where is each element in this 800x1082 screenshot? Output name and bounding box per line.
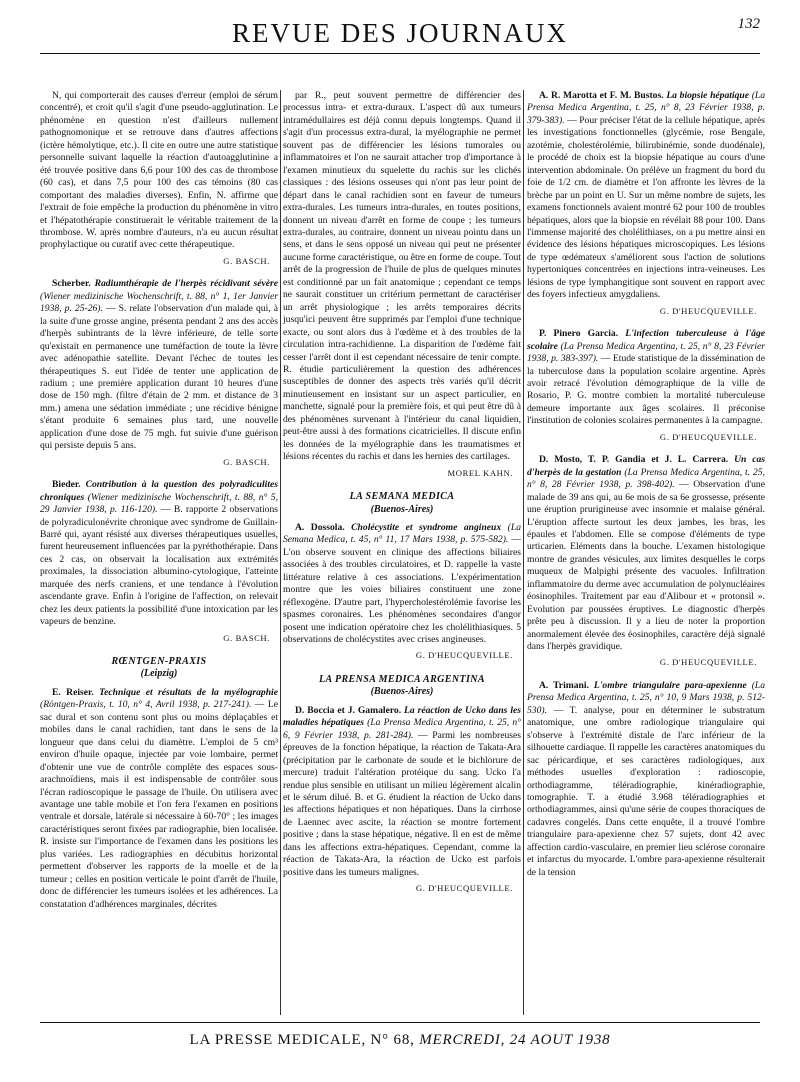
article-title: L'infection tuberculeuse à l'âge scolaire [527,328,765,352]
journal-section-heading [283,674,521,699]
page-footer [40,1032,760,1049]
column-3 [527,90,765,890]
article [40,687,278,911]
journal-place: (Buenos-Aires) [370,503,434,515]
article-body [40,278,278,452]
article-text: — Parmi les nombreuses épreuves de la fonction hépatique, la réaction de Takata-Ara (précipitation par le carbonate de soude et le bichlorure de mercure) traduit l'altération protéique du sang. Ucko l'a rendue plus sensible en utilisant un milieu légèrement alcalin et le sérum dilué. B. et G. étudient la réaction de Ucko dans les affections hépatiques et non hépatiques. Dans la cirrhose de Laennec avec ascite, la réaction se montre fortement positive ; dans la stase hépatique, négative. Il en est de même dans les affections extra-hépatiques. Cependant, comme la réaction de Takata-Ara, la réaction de Ucko est parfois positive dans les tumeurs malignes. [283,729,521,878]
article-author: D. Boccia et J. Gamalero. [295,704,402,716]
article-reference: (Röntgen-Praxis, t. 10, n° 4, Avril 1938, p. 217-241). [40,699,252,711]
article-text: N, qui comporterait des causes d'erreur (emploi de sérum concentré), et croit qu'il s'agit d'une pseudo-agglutination. Le phénomène en question n'est d'ailleurs nullement pathognomonique et se retrouve dans d'autres affections (ictère hémolytique, etc.). Il cite en outre une autre statistique personnelle suivant laquelle la réaction d'autoagglutinine a été trouvée positive dans 6,6 pour 100 des cas de thrombose (60 cas), et dans 7,5 pour 100 des cas témoins (80 cas comportant des maladies diverses). Enfin, N. affirme que l'extrait de foie empêche la production du phénomène in vitro et l'hépatothérapie constituerait le véritable traitement de la thrombose. W. après nombre d'auteurs, n'a eu aucun résultat prophylactique ou curatif avec cette thérapeutique. [40,90,278,251]
footer-date: MERCREDI, 24 AOUT 1938 [419,1032,611,1048]
article-body [283,705,521,879]
article-text: — Etude statistique de la dissémination de la tuberculose dans la population scolaire argentine. Après avoir retracé l'évolution démographique de la ville de Rosario, P. G. montre combien la mortalité tuberculeuse demeure importante aux âges scolaires. Il préconise l'institution de colonies scolaires permanentes à la campagne. [527,353,765,427]
article-text: — Le sac dural et son contenu sont plus ou moins déplaçables et mobiles dans le canal rachidien, tant dans le sens de la longueur que dans celui du diamètre. L'emploi de 5 cm³ environ d'huile opaque, injectée par voie lombaire, permet d'obtenir une vue de contrôle complète des espaces sous-arachnoïdiens, mais il est indispensable de contrôler sous l'écran radioscopique le passage de l'huile. On utilisera avec avantage une table mobile et l'on fera l'examen en positions ventrale et dorsale, latérale si nécessaire à 60-70° ; les images caractéristiques seront fixées par radiographie, bien localisée. R. insiste sur l'importance de l'examen dans les positions les plus variées. Les radiographies en décubitus horizontal permettent d'observer les rapports de la moelle et de la tumeur ; celles en position verticale le point d'arrêt de l'huile, donc de différencier les tumeurs isolées et les adhérences. La constatation d'adhérences marginales, décrites [40,699,278,910]
article-text: — Pour préciser l'état de la cellule hépatique, après les investigations fonctionnelles (glycémie, rose Bengale, azotémie, cholestérolémie, bilirubinémie, sonde duodénale), le procédé de choix est la biopsie hépatique au cours d'une intervention abdominale. On prélève un fragment du bord du foie de 1/2 cm. de diamètre et l'on affronte les lèvres de la brèche par un point en U. Sur un même nombre de sujets, les examens fonctionnels avaient montré 62 pour 100 de troubles hépatiques, alors que la biopsie en révélait 88 pour 100. Dans l'immense majorité des cholélithiases, on a pu mettre ainsi en évidence des lésions hépatiques microscopiques. Les lésions de type œdémateux s'améliorent sous l'action de solutions hypertoniques concentrées en injections intra-veineuses. Les lésions de type lymphangitique sont souvent en rapport avec des foyers infectieux amygdaliens. [527,114,765,301]
article [40,479,278,644]
article-author: D. Mosto, T. P. Gandia et J. L. Carrera. [539,454,729,466]
article-title: La biopsie hépatique [666,90,749,101]
article [283,522,521,662]
footer-journal: LA PRESSE MEDICALE, N° 68, [189,1032,415,1048]
article [40,278,278,468]
article-author: A. Dossola. [295,521,345,533]
article-body [527,454,765,653]
column-2 [283,90,521,906]
article-signature: G. D'HEUCQUEVILLE. [659,305,757,316]
article-signature: G. D'HEUCQUEVILLE. [415,883,513,894]
journal-name: LA PRENSA MEDICA ARGENTINA [319,673,485,685]
column-1 [40,90,278,922]
article-body [527,680,765,879]
journal-section-heading [283,491,521,516]
article-reference: (La Prensa Medica Argentina, t. 25, n° 10, 9 Mars 1938, p. 512-530). [527,679,766,716]
article-reference: (La Prensa Medica Argentina, t. 25, n° 8, 28 Février 1938, p. 398-402). [527,466,765,491]
article-title: Cholécystite et syndrome angineux [351,521,502,533]
article-continuation [283,90,521,479]
article-reference: (Wiener medizinische Wochenschrift, t. 88, n° 5, 29 Janvier 1938, p. 116-120). [40,491,278,516]
article-author: Bieder. [52,479,81,491]
article-text: — L'on observe souvent en clinique des affections biliaires associées à des troubles circulatoires, et D. rappelle la vaste littérature relative à ces associations. L'expérimentation montre que les voies biliaires constituent une zone réflexogène. D'autre part, l'hypercholestérolémie favorise les spasmes coronaires. Les phénomènes secondaires d'angor posent une indication opératoire chez les cholélithiasiques. 5 observations de cholécystites avec crises angineuses. [283,534,521,646]
article-reference: (Wiener medizinische Wochenschrift, t. 88, n° 1, 1er Janvier 1938, p. 25-26). [40,290,278,315]
article-signature: G. BASCH. [223,456,270,467]
article-title: Contribution à la question des polyradiculites chroniques [40,479,278,503]
article-text: par R., peut souvent permettre de différencier des processus intra- et extra-duraux. L'aspect dû aux tumeurs intramédullaires est déjà connu depuis longtemps. Quand il s'agit d'un processus extra-dural, la myélographie ne permet souvent pas de différencier les lésions tumorales ou inflammatoires et l'on ne saurait attacher trop d'importance à l'examen minutieux du squelette du rachis sur les clichés classiques : des lésions osseuses qui n'ont pas leur point de départ dans le canal rachidien sont en faveur de tumeurs extra-durales. Les tumeurs intra-durales, en toutes positions, donnent un niveau d'arrêt en forme de coupe ; les tumeurs extra-durales, au contraire, donnent un niveau pointu dans un sens, et dans le sens opposé un niveau qui peut ne présenter aucune forme caractéristique, ou être en forme de coupe. Tout arrêt de la progression de l'huile de plus de quelques minutes est conditionné par un fait anatomique ; cependant ce temps ne saurait constituer un critérium permettant de caractériser un arrêt physiologique ; les arrêts temporaires décrits jusqu'ici peuvent être supprimés par l'emploi d'une technique exacte, ou sont alors dus à l'œdème et à des troubles de la circulation intra-rachidienne. La disparition de l'œdème fait cesser l'arrêt dont il est cependant nécessaire de tenir compte. R. étudie particulièrement la question des adhérences susceptibles de donner des aspects très variés qu'il décrit minutieusement en insistant sur un aspect particulier, en manchette, signalé pour la première fois, et qui peut être dû à des phénomènes survenant à l'intérieur du canal liquidien, peut-être aussi à des formations cicatricielles. Il discute enfin les données de la myélographie dans les traumatismes et lésions récentes du rachis et dans les hernies des cartilages. [283,90,521,463]
article-text: — B. rapporte 2 observations de polyradiculonévrite chronique avec syndrome de Guillain-Barré qui, ayant résisté aux diverses thérapeutiques usuelles, furent heureusement influencées par la pyréthothérapie. Dans ces 2 cas, on observait la localisation aux extrémités proximales, la dissociation albumino-cytologique, l'atteinte marquée des nerfs craniens, et une tendance à l'évolution ascendante grave. Enfin à l'origine de l'affection, on relevait chez les deux patients la possibilité d'une intoxication par les vapeurs de benzine. [40,504,278,628]
article-signature: G. BASCH. [223,632,270,643]
journal-section-heading [40,656,278,681]
column-divider [523,90,524,1015]
article-signature: G. D'HEUCQUEVILLE. [659,657,757,668]
article [283,705,521,895]
article-reference: (La Prensa Medica Argentina, t. 25, n° 8, 23 Février 1938, p. 379-383). [527,90,766,126]
article-author: E. Reiser. [52,686,94,698]
article [527,454,765,669]
footer-rule [40,1022,760,1023]
article-body [40,687,278,911]
journal-name: LA SEMANA MEDICA [349,491,455,503]
page-header [40,8,760,54]
article-reference: (La Prensa Medica Argentina, t. 25, n° 6, 9 Février 1938, p. 281-284). [283,717,521,741]
article-signature: G. BASCH. [223,255,270,266]
journal-section-title: REVUE DES JOURNAUX [231,18,568,48]
article-title: L'ombre triangulaire para-apexienne [593,679,747,691]
article-text: — S. relate l'observation d'un malade qui, à la suite d'une grosse angine, présenta pendant 2 ans des accès d'herpès subintrants de la lèvre inférieure, de telle sorte qu'existait en permanence une tuméfaction de toute la lèvre avec adénopathie satellite. Devant l'échec de toutes les thérapeutiques S. eut l'idée de tenter une application de radium ; une première application durant 10 heures d'une dose de 150 mgh. (filtre d'étain de 2 mm. et distance de 3 mm.) amena une sédation immédiate ; une récidive bénigne s'étant produite 6 semaines plus tard, une nouvelle application d'une dose de 75 mgh. fut suivie d'une guérison qui persiste depuis 5 ans. [40,303,278,452]
article-author: P. Pinero Garcia. [539,328,619,340]
article-title: Radiumthérapie de l'herpès récidivant sévère [94,278,279,290]
article-body [527,90,765,302]
article-text: — Observation d'une malade de 39 ans qui, au 6e mois de sa 6e grossesse, présente une éruption prurigineuse avec insomnie et malaise général. L'éruption affecte surtout les deux jambes, les bras, les épaules et l'abdomen. Elle se compose d'éléments de type urticarien. Eléments dans la bouche. L'examen histologique montre de grandes vésicules, aux limites desquelles le corps muqueux de Malpighi présente des vacuoles. Infiltration inflammatoire du derme avec accumulation de polynucléaires éosinophiles. Traitement par eau d'Alibour et « protonsil ». Evolution par poussées éruptives. Le diagnostic d'herpès prête peu à discussion. Il y a lieu de noter la proportion anormalement élevée des éosinophiles, caractère déjà signalé dans l'herpès gravidique. [527,479,765,653]
article-author: A. R. Marotta et F. M. Bustos. [539,90,664,101]
article-author: Scherber. [52,278,91,290]
article [527,328,765,443]
journal-place: (Leipzig) [140,668,178,680]
article-signature: G. D'HEUCQUEVILLE. [415,650,513,661]
article-body [40,479,278,628]
article-reference: (La Semana Medica, t. 45, n° 11, 17 Mars 1938, p. 575-582). [283,521,521,546]
journal-place: (Buenos-Aires) [370,686,434,698]
journal-name: RŒNTGEN-PRAXIS [111,656,207,668]
page-number: 132 [737,16,760,32]
article-signature: MOREL KAHN. [447,467,513,478]
article-body [283,522,521,647]
article-author: A. Trimani. [539,679,589,691]
header-rule [40,53,760,54]
article [527,680,765,879]
article-signature: G. D'HEUCQUEVILLE. [659,431,757,442]
article-continuation [40,90,278,267]
article-title: Technique et résultats de la myélographie [99,686,278,698]
article-text: — T. analyse, pour en déterminer le substratum anatomique, une ombre radiologique triangulaire qui s'observe à l'extrémité distale de l'arc inférieur de la silhouette cardiaque. Il rappelle les caractères anatomiques du sac péricardique, et ses caractères radiologiques, aux méthodes usuelles d'exploration : radioscopie, orthodiagramme, téléradiographie, kinéradiographie, tomographie. T. a étudié 3.968 téléradiographies et orthodiagrammes, ainsi qu'une série de coupes thoraciques de cadavres congelés. Dans cette enquête, il a trouvé l'ombre triangulaire para-apexienne chez 57 sujets, dont 42 avec affection cardio-vasculaire, en premier lieu sclérose coronaire et infarctus du myocarde. L'ombre para-apexienne résulterait de la tension [527,704,766,878]
article-reference: (La Prensa Medica Argentina, t. 25, n° 8, 23 Février 1938, p. 383-397). [527,340,765,365]
article-title: Un cas d'herpès de la gestation [527,454,765,478]
article-title: La réaction de Ucko dans les maladies hépatiques [283,704,521,729]
column-divider [280,90,281,1015]
article-body [527,328,765,428]
article [527,90,765,317]
